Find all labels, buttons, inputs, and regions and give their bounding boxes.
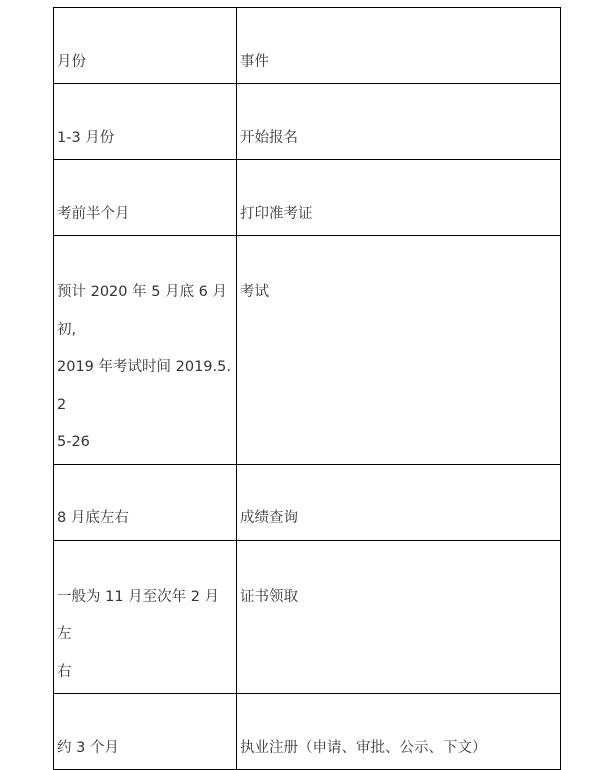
table-row: [54, 160, 561, 236]
time-cell: [54, 84, 237, 160]
time-cell: [54, 160, 237, 236]
time-text-line: 一般为 11 月至次年 2 月左: [57, 588, 220, 642]
header-cell-event: [237, 8, 561, 84]
time-text: 8 月底左右: [57, 510, 129, 526]
event-text: 考试: [240, 284, 269, 300]
event-cell: [237, 236, 561, 465]
table-row: [54, 540, 561, 694]
event-text: 成绩查询: [240, 510, 298, 526]
event-cell: [237, 84, 561, 160]
event-cell: [237, 694, 561, 770]
time-text: [57, 541, 233, 694]
event-cell: [237, 540, 561, 694]
time-cell: [54, 236, 237, 465]
event-cell: [237, 464, 561, 540]
time-text: 考前半个月: [57, 205, 130, 222]
event-text: 打印准考证: [240, 205, 313, 222]
header-cell-month: [54, 8, 237, 84]
header-month-label: 月份: [57, 53, 86, 70]
header-event-label: 事件: [240, 53, 269, 70]
event-text: 证书领取: [240, 588, 298, 605]
table-row: [54, 84, 561, 160]
time-cell: [54, 540, 237, 694]
time-text-line: 5-26: [57, 434, 90, 450]
time-cell: [54, 464, 237, 540]
time-text-line: 2019 年考试时间 2019.5.2: [57, 359, 231, 413]
event-text: 执业注册（申请、审批、公示、下文）: [240, 739, 487, 756]
time-cell: [54, 694, 237, 770]
table-row: [54, 464, 561, 540]
event-text: 开始报名: [240, 129, 298, 146]
table-header-row: [54, 8, 561, 84]
time-text-line: 预计 2020 年 5 月底 6 月初,: [57, 284, 228, 338]
time-text: 约 3 个月: [57, 739, 119, 756]
table-row: [54, 236, 561, 465]
time-text: 1-3 月份: [57, 129, 115, 146]
time-text: [57, 236, 233, 464]
event-cell: [237, 160, 561, 236]
table-row: [54, 694, 561, 770]
schedule-table: [53, 7, 561, 770]
time-text-line: 右: [57, 663, 72, 680]
